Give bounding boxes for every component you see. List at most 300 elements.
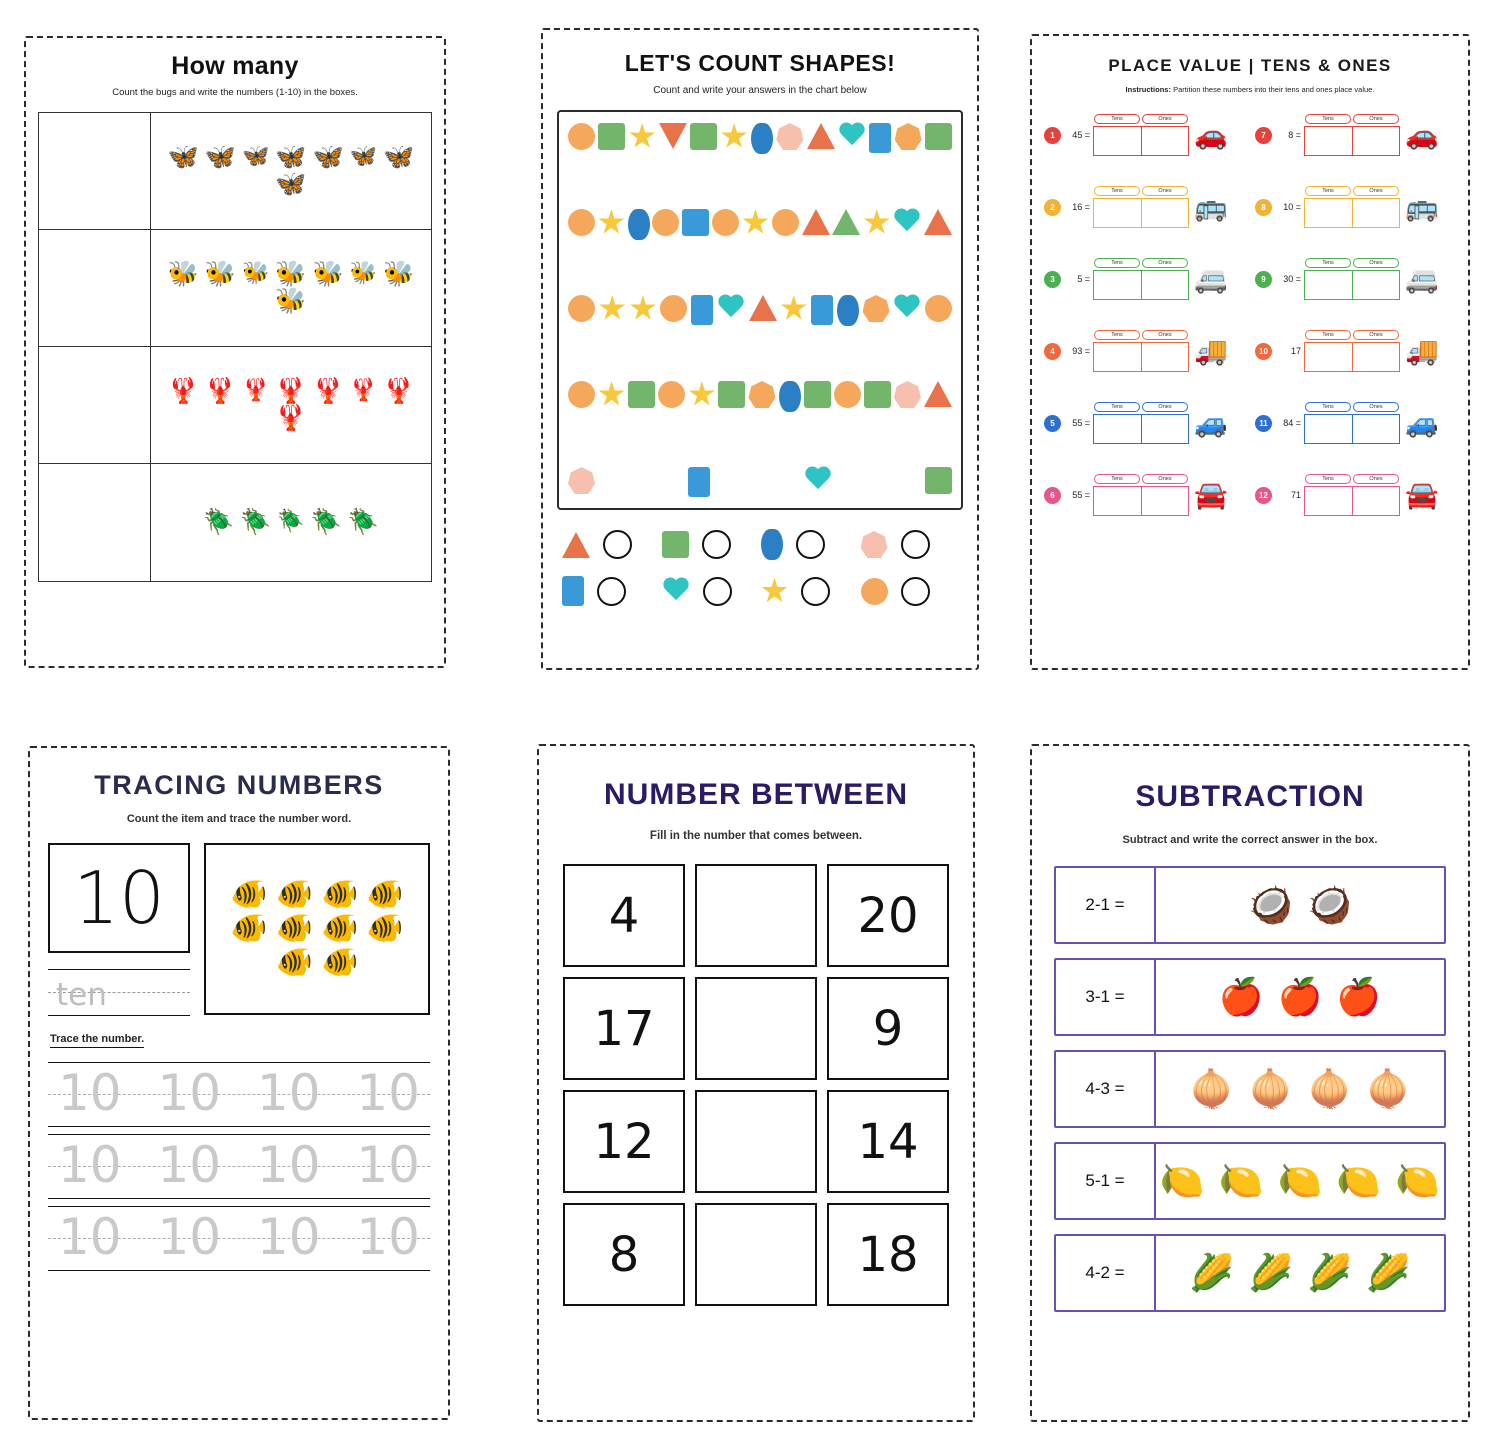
page-title: TRACING NUMBERS: [94, 770, 384, 800]
ones-input[interactable]: [1352, 414, 1401, 444]
star-shape-icon: [688, 381, 715, 408]
ones-header: Ones: [1142, 186, 1188, 196]
vehicle-icon: 🚌: [1405, 191, 1439, 222]
trace-number: 10: [58, 1064, 122, 1122]
ones-header: Ones: [1142, 258, 1188, 268]
rect-shape-icon: [691, 295, 713, 325]
hept-shape-icon: [568, 467, 595, 494]
trace-number: 10: [256, 1208, 321, 1266]
worksheet-number-between: [511, 716, 1001, 1456]
place-value-item: [1255, 320, 1458, 382]
equation-cell[interactable]: 2-1 =: [1056, 868, 1156, 942]
lobster-icon: 🦞: [275, 377, 307, 405]
bee-icon: 🐝: [275, 287, 307, 315]
circle-shape-icon: [834, 381, 861, 408]
page-title: PLACE VALUE | TENS & ONES: [1108, 56, 1392, 75]
ones-header: Ones: [1353, 258, 1399, 268]
vehicle-icon: 🚗: [1194, 119, 1228, 150]
page-subtitle: Fill in the number that comes between.: [649, 830, 863, 842]
bee-icon: 🐝: [204, 260, 237, 288]
beetle-icon: 🪲: [277, 508, 305, 533]
ones-input[interactable]: [1352, 486, 1401, 516]
trace-row[interactable]: [48, 1058, 430, 1130]
trace-number: 10: [256, 1136, 321, 1194]
star-shape-icon: [863, 209, 890, 236]
worksheet-count-shapes: [511, 8, 1001, 698]
bee-icon: 🐝: [383, 260, 415, 288]
item-value: 55 =: [1072, 418, 1090, 428]
legend-item-square: [661, 528, 761, 561]
fruit-icon: 🧅: [1307, 1068, 1352, 1109]
right-number-cell: 20: [827, 864, 949, 967]
answer-cell[interactable]: [695, 1203, 817, 1306]
trace-number: 10: [58, 1208, 122, 1266]
place-value-grid: [1044, 104, 1458, 526]
page-subtitle: Count the item and trace the number word.: [126, 813, 352, 825]
table-row: [39, 464, 431, 581]
item-number-badge: 10: [1255, 343, 1272, 360]
square-shape-icon: [925, 123, 952, 150]
answer-box[interactable]: [39, 347, 151, 463]
item-number-badge: 11: [1255, 415, 1272, 432]
left-number-cell: 8: [563, 1203, 685, 1306]
heart-shape-icon: [717, 295, 745, 321]
trace-number-group: [58, 1060, 420, 1126]
item-value: 93 =: [1072, 346, 1090, 356]
left-number-cell: 4: [563, 864, 685, 967]
equation-cell[interactable]: 4-2 =: [1056, 1236, 1156, 1310]
fruit-group: [1156, 1144, 1444, 1218]
butterfly-icon: 🦋: [275, 170, 307, 198]
ones-input[interactable]: [1141, 486, 1190, 516]
tens-input[interactable]: [1093, 126, 1141, 156]
item-value: 45 =: [1072, 130, 1090, 140]
ones-input[interactable]: [1141, 270, 1190, 300]
square-shape-icon: [628, 381, 655, 408]
fruit-icon: 🥥: [1307, 884, 1352, 925]
fruit-icon: 🌽: [1307, 1252, 1352, 1293]
tens-header: Tens: [1094, 330, 1140, 340]
ones-header: Ones: [1142, 402, 1188, 412]
page-title: SUBTRACTION: [1135, 780, 1365, 813]
butterfly-icon: 🦋: [204, 143, 237, 171]
square-shape-icon: [804, 381, 831, 408]
square-shape-icon: [682, 209, 709, 236]
shapes-field: [557, 110, 963, 510]
instructions-label: Instructions:: [1125, 85, 1171, 94]
fish-icon: 🐠: [230, 912, 268, 945]
oval-shape-icon: [628, 209, 650, 240]
answer-circle[interactable]: [702, 530, 731, 559]
tens-header: Tens: [1305, 258, 1351, 268]
tens-ones-table: [1304, 330, 1400, 372]
tens-ones-table: [1093, 474, 1189, 516]
vehicle-icon: 🚙: [1405, 407, 1439, 438]
shapes-answer-chart: [561, 528, 959, 607]
tens-ones-table: [1304, 402, 1400, 444]
page-title: How many: [171, 52, 299, 80]
oval-shape-icon: [779, 381, 801, 412]
item-number-badge: 6: [1044, 487, 1061, 504]
answer-circle[interactable]: [796, 530, 825, 559]
fish-icon: 🐠: [230, 878, 268, 911]
page-border: [24, 36, 446, 668]
fruit-icon: 🍎: [1336, 976, 1382, 1017]
fish-icon: 🐠: [275, 912, 313, 945]
fruit-group: [1156, 868, 1444, 942]
rule-line-bot: [48, 1126, 430, 1127]
rule-line-bot: [48, 1270, 430, 1271]
place-value-item: [1044, 176, 1247, 238]
tens-ones-table: [1304, 114, 1400, 156]
tens-ones-table: [1093, 186, 1189, 228]
square-shape-icon: [690, 123, 717, 150]
vehicle-icon: 🚗: [1405, 119, 1439, 150]
fish-icon: 🐠: [321, 878, 359, 911]
trace-number-group: [58, 1132, 420, 1198]
star-shape-icon: [721, 123, 748, 150]
ones-input[interactable]: [1141, 126, 1190, 156]
tens-header: Tens: [1305, 186, 1351, 196]
trace-row[interactable]: [48, 1202, 430, 1274]
trace-number: 10: [157, 1136, 222, 1194]
answer-circle[interactable]: [901, 530, 930, 559]
item-number-badge: 5: [1044, 415, 1061, 432]
fruit-icon: 🍋: [1395, 1160, 1441, 1201]
beetle-icon: 🪲: [203, 508, 235, 536]
bug-group: [151, 347, 431, 463]
right-number-cell: 9: [827, 977, 949, 1080]
answer-box[interactable]: [39, 464, 151, 581]
butterfly-icon: 🦋: [242, 143, 270, 168]
tens-ones-table: [1093, 114, 1189, 156]
number-display: 10: [48, 843, 190, 953]
vehicle-icon: 🚐: [1405, 263, 1439, 294]
hept-shape-icon: [895, 123, 922, 150]
bug-group: [151, 464, 431, 581]
tens-input[interactable]: [1093, 486, 1141, 516]
star-shape-icon: [598, 209, 625, 236]
tens-input[interactable]: [1093, 414, 1141, 444]
rectangle-shape-icon: [562, 576, 584, 606]
tens-header: Tens: [1305, 402, 1351, 412]
fruit-icon: 🌽: [1248, 1252, 1293, 1293]
fruit-icon: 🍎: [1277, 976, 1323, 1017]
rule-line-bottom: [48, 1015, 190, 1016]
heart-shape-icon: [662, 578, 690, 604]
tens-input[interactable]: [1304, 414, 1352, 444]
answer-cell[interactable]: [695, 1090, 817, 1193]
right-number-cell: 18: [827, 1203, 949, 1306]
tens-ones-table: [1093, 330, 1189, 372]
square-shape-icon: [662, 531, 689, 558]
legend-item-heart: [661, 575, 761, 607]
ones-input[interactable]: [1141, 342, 1190, 372]
lobster-icon: 🦞: [349, 377, 378, 402]
tens-input[interactable]: [1093, 270, 1141, 300]
legend-item-triangle: [561, 528, 661, 561]
trace-number: 10: [157, 1208, 222, 1266]
fish-icon: 🐠: [275, 946, 313, 979]
equation-cell[interactable]: 5-1 =: [1056, 1144, 1156, 1218]
item-value: 71: [1290, 490, 1301, 500]
bee-icon: 🐝: [242, 260, 270, 285]
circle-shape-icon: [568, 123, 595, 150]
legend-item-heptagon: [860, 528, 960, 561]
fruit-icon: 🧅: [1189, 1068, 1235, 1109]
page-border: [541, 28, 979, 670]
butterfly-icon: 🦋: [383, 143, 415, 171]
place-value-item: [1044, 320, 1247, 382]
ones-header: Ones: [1142, 474, 1188, 484]
ones-input[interactable]: [1352, 270, 1401, 300]
left-number-cell: 17: [563, 977, 685, 1080]
page-border: [537, 744, 975, 1422]
item-value: 55 =: [1072, 490, 1090, 500]
tens-header: Tens: [1305, 474, 1351, 484]
number-word: ten: [56, 977, 107, 1013]
tens-ones-table: [1304, 258, 1400, 300]
number-panel: [48, 843, 190, 1015]
item-value: 17: [1290, 346, 1301, 356]
tri-d-shape-icon: [659, 123, 687, 149]
item-value: 30 =: [1283, 274, 1301, 284]
fish-icon: 🐠: [366, 912, 404, 945]
fruit-icon: 🍋: [1159, 1160, 1205, 1201]
trace-number: 10: [356, 1208, 420, 1266]
answer-circle[interactable]: [597, 577, 626, 606]
tens-header: Tens: [1094, 186, 1140, 196]
beetle-icon: 🪲: [240, 508, 272, 536]
page-title: NUMBER BETWEEN: [604, 778, 908, 811]
left-number-cell: 12: [563, 1090, 685, 1193]
trace-number: 10: [256, 1064, 321, 1122]
bee-icon: 🐝: [275, 260, 307, 288]
ones-input[interactable]: [1352, 342, 1401, 372]
item-number-badge: 3: [1044, 271, 1061, 288]
trace-number: 10: [157, 1064, 222, 1122]
circle-shape-icon: [861, 578, 888, 605]
item-value: 84 =: [1283, 418, 1301, 428]
ones-header: Ones: [1353, 474, 1399, 484]
place-value-item: [1044, 104, 1247, 166]
vehicle-icon: 🚘: [1405, 479, 1439, 510]
star-shape-icon: [599, 295, 626, 322]
square-shape-icon: [718, 381, 745, 408]
worksheet-place-value: [1016, 8, 1500, 698]
page-title: LET'S COUNT SHAPES!: [624, 50, 896, 76]
tens-input[interactable]: [1093, 342, 1141, 372]
tens-input[interactable]: [1304, 486, 1352, 516]
page-subtitle: Subtract and write the correct answer in the box.: [1122, 834, 1378, 846]
trace-row[interactable]: [48, 1130, 430, 1202]
heart-shape-icon: [893, 209, 921, 235]
table-row: [39, 113, 431, 230]
circle-shape-icon: [772, 209, 799, 236]
tens-input[interactable]: [1304, 198, 1352, 228]
vehicle-icon: 🚚: [1405, 335, 1439, 366]
fish-icon: 🐠: [321, 946, 359, 979]
fruit-icon: 🍋: [1218, 1160, 1264, 1201]
subtraction-row: [1054, 1050, 1446, 1128]
fruit-icon: 🌽: [1365, 1252, 1411, 1293]
hept-shape-icon: [894, 381, 921, 408]
tracing-top: [48, 843, 430, 1015]
ones-header: Ones: [1142, 330, 1188, 340]
tens-header: Tens: [1094, 114, 1140, 124]
lobster-icon: 🦞: [312, 377, 344, 405]
tri-shape-icon: [832, 209, 860, 235]
star-shape-icon: [761, 578, 788, 605]
star-shape-icon: [629, 123, 656, 150]
tens-header: Tens: [1305, 114, 1351, 124]
circle-shape-icon: [925, 295, 952, 322]
place-value-item: [1255, 248, 1458, 310]
hept-shape-icon: [863, 295, 890, 322]
trace-lines: [48, 1058, 430, 1274]
tens-input[interactable]: [1304, 126, 1352, 156]
square-shape-icon: [598, 123, 625, 150]
tri-shape-icon: [924, 381, 952, 407]
answer-cell[interactable]: [695, 977, 817, 1080]
fruit-icon: 🍋: [1336, 1160, 1382, 1201]
tens-input[interactable]: [1304, 342, 1352, 372]
vehicle-icon: 🚙: [1194, 407, 1228, 438]
rect-shape-icon: [688, 467, 710, 497]
page-instructions: [1032, 85, 1468, 94]
lobster-icon: 🦞: [242, 377, 270, 402]
item-number-badge: 1: [1044, 127, 1061, 144]
rule-line-bot: [48, 1198, 430, 1199]
item-number-badge: 9: [1255, 271, 1272, 288]
instructions-text: Partition these numbers into their tens and ones place value.: [1173, 85, 1375, 94]
ones-header: Ones: [1353, 330, 1399, 340]
fruit-icon: 🥥: [1248, 884, 1293, 925]
fruit-icon: 🧅: [1365, 1068, 1411, 1109]
lobster-icon: 🦞: [167, 377, 199, 405]
star-shape-icon: [598, 381, 625, 408]
tens-header: Tens: [1094, 402, 1140, 412]
fruit-group: [1156, 1236, 1444, 1310]
heptagon-shape-icon: [861, 531, 888, 558]
tens-header: Tens: [1094, 258, 1140, 268]
item-value: 16 =: [1072, 202, 1090, 212]
worksheet-subtraction: [1016, 716, 1500, 1456]
fish-icon: 🐠: [321, 912, 359, 945]
equation-cell[interactable]: 3-1 =: [1056, 960, 1156, 1034]
trace-instruction: Trace the number.: [50, 1033, 144, 1048]
fruit-group: [1156, 960, 1444, 1034]
fruit-icon: 🍋: [1277, 1160, 1323, 1201]
legend-item-rectangle: [561, 575, 661, 607]
place-value-item: [1255, 464, 1458, 526]
tri-shape-icon: [749, 295, 777, 321]
answer-circle[interactable]: [901, 577, 930, 606]
rule-line-top: [48, 969, 190, 970]
trace-number: 10: [356, 1064, 420, 1122]
place-value-item: [1255, 176, 1458, 238]
tri-shape-icon: [924, 209, 952, 235]
counting-table: [38, 112, 432, 582]
subtraction-row: [1054, 866, 1446, 944]
rect-shape-icon: [811, 295, 833, 325]
table-row: [39, 347, 431, 464]
heart-shape-icon: [893, 295, 921, 321]
answer-circle[interactable]: [703, 577, 732, 606]
ones-input[interactable]: [1141, 198, 1190, 228]
legend-item-circle: [860, 575, 960, 607]
answer-cell[interactable]: [695, 864, 817, 967]
answer-circle[interactable]: [801, 577, 830, 606]
circle-shape-icon: [568, 295, 595, 322]
worksheet-tracing-numbers: [6, 716, 496, 1456]
heart-shape-icon: [804, 467, 832, 493]
legend-item-star: [760, 575, 860, 607]
ones-input[interactable]: [1141, 414, 1190, 444]
equation-cell[interactable]: 4-3 =: [1056, 1052, 1156, 1126]
hept-shape-icon: [776, 123, 803, 150]
ones-header: Ones: [1353, 186, 1399, 196]
tri-shape-icon: [802, 209, 830, 235]
tens-ones-table: [1093, 258, 1189, 300]
subtraction-row: [1054, 1142, 1446, 1220]
square-shape-icon: [864, 381, 891, 408]
worksheet-how-many: [6, 8, 496, 698]
page-border: [1030, 744, 1470, 1422]
vehicle-icon: 🚐: [1194, 263, 1228, 294]
number-word-trace[interactable]: [48, 969, 190, 1015]
lobster-icon: 🦞: [275, 404, 307, 432]
tens-input[interactable]: [1093, 198, 1141, 228]
ones-input[interactable]: [1352, 126, 1401, 156]
circle-shape-icon: [658, 381, 685, 408]
table-row: [39, 230, 431, 347]
trace-number: 10: [356, 1136, 420, 1194]
fruit-icon: 🍎: [1218, 976, 1264, 1017]
heart-shape-icon: [838, 123, 866, 149]
answer-circle[interactable]: [603, 530, 632, 559]
item-number-badge: 2: [1044, 199, 1061, 216]
star-shape-icon: [780, 295, 807, 322]
place-value-item: [1044, 248, 1247, 310]
butterfly-icon: 🦋: [312, 143, 344, 171]
fruit-icon: 🌽: [1189, 1252, 1235, 1293]
circle-shape-icon: [568, 209, 595, 236]
bee-icon: 🐝: [167, 260, 199, 288]
tens-header: Tens: [1305, 330, 1351, 340]
fruit-group: [1156, 1052, 1444, 1126]
lobster-icon: 🦞: [204, 377, 237, 405]
butterfly-icon: 🦋: [167, 143, 199, 171]
tens-input[interactable]: [1304, 270, 1352, 300]
oval-shape-icon: [751, 123, 773, 154]
answer-box[interactable]: [39, 230, 151, 346]
answer-box[interactable]: [39, 113, 151, 229]
circle-shape-icon: [660, 295, 687, 322]
item-count-box: [204, 843, 430, 1015]
place-value-item: [1255, 392, 1458, 454]
trace-number: 10: [58, 1136, 122, 1194]
bug-group: [151, 113, 431, 229]
item-value: 10 =: [1283, 202, 1301, 212]
hept-shape-icon: [748, 381, 775, 408]
ones-input[interactable]: [1352, 198, 1401, 228]
item-number-badge: 8: [1255, 199, 1272, 216]
circle-shape-icon: [712, 209, 739, 236]
tens-ones-table: [1093, 402, 1189, 444]
item-number-badge: 4: [1044, 343, 1061, 360]
trace-number-group: [58, 1204, 420, 1270]
